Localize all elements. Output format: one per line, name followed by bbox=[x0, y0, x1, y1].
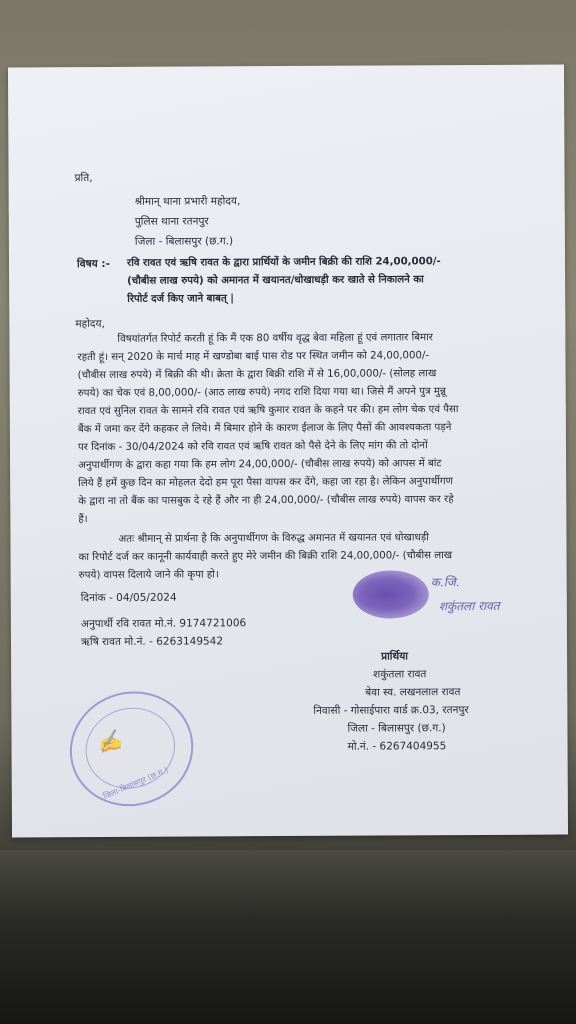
to-label: प्रति, bbox=[74, 172, 93, 185]
para1-line-5: रावत एवं सुनिल रावत के सामने रवि रावत एवं ऋषि कुमार रावत के कहने पर की। हम लोग चेक एवं पैसा bbox=[77, 404, 459, 418]
para1-line-3: (चौबीस लाख रुपये) में बिक्री की थी। क्रेता के द्वारा बिक्री राशि में से 16,00,000/- (सोलह लाख bbox=[77, 368, 437, 382]
subject-line-1: रवि रावत एवं ऋषि रावत के द्वारा प्रार्थियों के जमीन बिक्री की राशि 24,00,000/- bbox=[126, 256, 441, 269]
respondent-line-2: ऋषि रावत मो.नं. - 6263149542 bbox=[80, 635, 224, 649]
para1-line-4: रुपये) का चेक एवं 8,00,000/- (आठ लाख रुपये) नगद राशि दिया गया था। जिसे मैं अपने पुत्र मुन्नू bbox=[77, 386, 446, 400]
para1-line-8: अनुपार्थीगण के द्वारा कहा गया कि हम लोग 24,00,000/- (चौबीस लाख रुपये) को आपस में बांट bbox=[78, 458, 442, 472]
addressee-line-2: पुलिस थाना रतनपुर bbox=[134, 215, 209, 228]
official-stamp bbox=[57, 677, 207, 820]
date-line: दिनांक - 04/05/2024 bbox=[80, 591, 177, 605]
para1-line-7: पर दिनांक - 30/04/2024 को रवि रावत एवं ऋषि रावत को पैसे देने के लिए मांग की तो दोनों bbox=[77, 440, 428, 454]
addressee-line-3: जिला - बिलासपुर (छ.ग.) bbox=[134, 235, 234, 248]
letter-page bbox=[8, 65, 568, 838]
floor-background bbox=[0, 850, 576, 1024]
thumb-impression bbox=[353, 570, 429, 618]
applicant-address: निवासी - गोसाईपारा वार्ड क्र.03, रतनपुर bbox=[313, 704, 469, 717]
para1-line-11: हैं। bbox=[78, 514, 88, 526]
para2-line-2: का रिपोर्ट दर्ज कर कानूनी कार्यवाही करते हुए मेरे जमीन की बिक्री राशि 24,00,000/- (चौबीस लाख bbox=[78, 550, 453, 564]
applicant-district: जिला - बिलासपुर (छ.ग.) bbox=[347, 722, 446, 735]
subject-label: विषय :- bbox=[76, 257, 110, 271]
applicant-mobile: मो.नं. - 6267404955 bbox=[347, 740, 447, 753]
applicant-name: शकुंतला रावत bbox=[373, 668, 427, 681]
para2-line-3: रुपये) वापस दिलाये जाने की कृपा हो। bbox=[78, 569, 219, 582]
applicant-relation: बेवा स्व. लखनलाल रावत bbox=[365, 686, 461, 699]
signature-name: शकुंतला रावत bbox=[438, 598, 500, 614]
para2-line-1: अतः श्रीमान् से प्रार्थना है कि अनुपार्थीगण के विरुद्ध अमानत में खयानत एवं धोखाधड़ी bbox=[118, 532, 429, 545]
addressee-line-1: श्रीमान् थाना प्रभारी महोदय, bbox=[134, 195, 241, 208]
subject-line-2: (चौबीस लाख रुपये) को अमानत में खयानत/धोखाधड़ी कर खाते से निकालने का bbox=[127, 274, 424, 287]
stamp-signature: ✍ bbox=[94, 726, 125, 757]
para1-line-9: लिये हैं हमें कुछ दिन का मोहलत देदो हम पूरा पैसा वापस कर देंगे, कहा जा रहा है। लेकिन अनुपार्थीगण bbox=[78, 476, 453, 490]
applicant-title: प्रार्थिया bbox=[381, 650, 409, 663]
para1-line-6: बैंक में जमा कर देंगे कहकर ले लिये। मैं बिमार होने के कारण ईलाज के लिए पैसों की आवश्यकता पड़ने bbox=[77, 422, 452, 436]
salutation: महोदय, bbox=[75, 317, 105, 331]
respondent-line-1: अनुपार्थी रवि रावत मो.नं. 9174721006 bbox=[80, 617, 247, 631]
signature-initials: क.जि. bbox=[430, 575, 460, 590]
subject-line-3: रिपोर्ट दर्ज किए जाने बाबत् | bbox=[127, 293, 235, 305]
para1-line-10: के द्वारा ना तो बैंक का पासबुक दे रहे हैं और ना ही 24,00,000/- (चौबीस लाख रुपये) वापस कर रहे bbox=[78, 494, 454, 508]
para1-line-2: रहती हूं। सन् 2020 के मार्च माह में खण्डोबा बाई पास रोड पर स्थित जमीन को 24,00,000/- bbox=[77, 350, 430, 364]
para1-line-1: विषयांतर्गत रिपोर्ट करती हूं कि मैं एक 80 वर्षीय वृद्ध बेवा महिला हूं एवं लगातार बिमार bbox=[117, 332, 433, 345]
stamp-text: जिला-बिलासपुर (छ.ग.) bbox=[101, 765, 170, 802]
